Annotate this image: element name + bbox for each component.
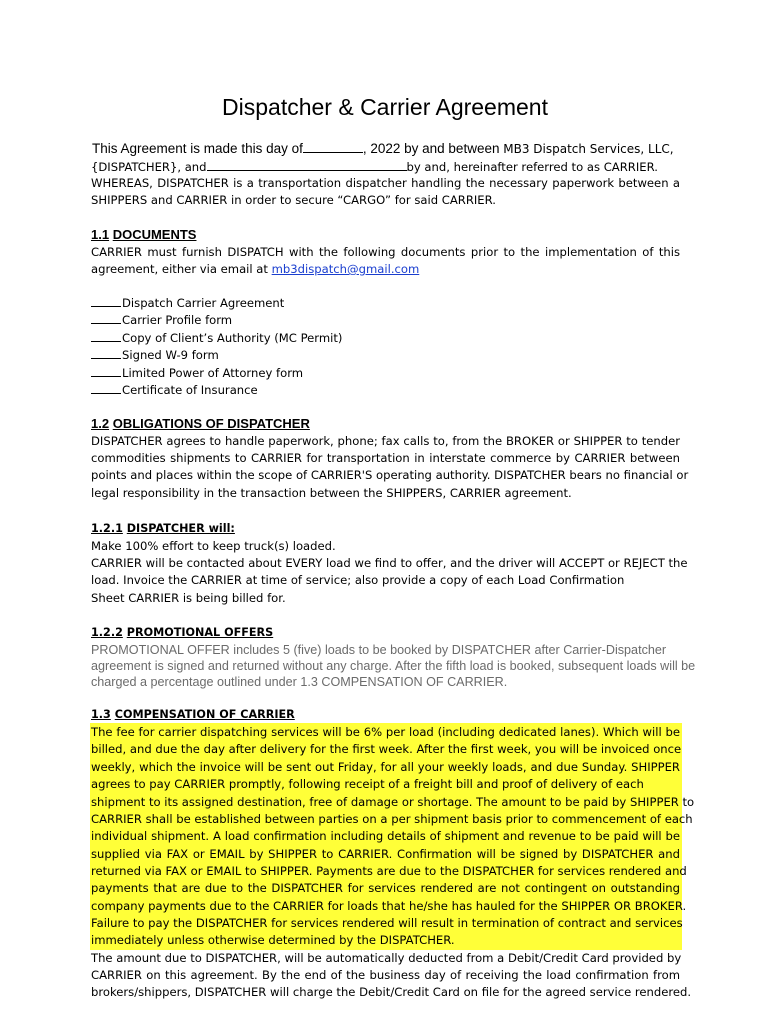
checklist-item-label: Limited Power of Attorney form <box>122 366 304 380</box>
compensation-highlighted-line: returned via FAX or EMAIL to SHIPPER. Payments are due to the DISPATCHER for services rendered and <box>91 864 687 878</box>
compensation-highlighted-line: The fee for carrier dispatching services will be 6% per load (including dedicated lanes). Which will be <box>91 725 680 739</box>
obligations-line: points and places within the scope of CARRIER'S operating authority. DISPATCHER bears no financial or <box>91 468 689 482</box>
checklist-item-label: Carrier Profile form <box>122 313 233 327</box>
section-title: DISPATCHER will: <box>126 522 235 535</box>
section-title: DOCUMENTS <box>112 227 197 242</box>
compensation-line: The amount due to DISPATCHER, will be automatically deducted from a Debit/Credit Card provided by <box>91 951 682 965</box>
checklist-item <box>91 382 680 399</box>
checklist-blank[interactable] <box>91 365 121 377</box>
checklist-item <box>91 295 680 312</box>
checklist-blank[interactable] <box>91 347 121 359</box>
section-documents-heading <box>91 227 196 242</box>
compensation-highlighted-line: company payments due to the CARRIER for loads that he/she has hauled for the SHIPPER OR BROKER. <box>91 899 687 913</box>
checklist-item <box>91 347 680 364</box>
section-title: PROMOTIONAL OFFERS <box>126 626 274 639</box>
date-blank <box>303 140 363 153</box>
checklist-item-label: Certificate of Insurance <box>122 383 258 397</box>
intro-lead-b: , 2022 by and between <box>362 141 500 156</box>
intro-line2-a: {DISPATCHER}, and <box>91 160 207 174</box>
intro-line-4: SHIPPERS and CARRIER in order to secure “CARGO” for said CARRIER. <box>91 193 496 207</box>
intro-line-3: WHEREAS, DISPATCHER is a transportation dispatcher handling the necessary paperwork between a <box>91 176 680 190</box>
compensation-highlighted-line: billed, and due the day after delivery for the first week. After the first week, you will be invoiced once <box>91 742 682 756</box>
compensation-highlighted-line: supplied via FAX or EMAIL by SHIPPER to CARRIER. Confirmation will be signed by DISPATCHER and <box>91 847 680 861</box>
compensation-highlighted-line: payments that are due to the DISPATCHER for services rendered are not contingent on outstanding <box>91 881 680 895</box>
obligations-line: commodities shipments to CARRIER for transportation in interstate commerce by CARRIER between <box>91 451 680 465</box>
compensation-highlighted-line: immediately unless otherwise determined by the DISPATCHER. <box>91 933 455 947</box>
documents-line-2-text: agreement, either via email at <box>91 262 268 276</box>
intro-line-2 <box>91 158 680 176</box>
dispatcher-will-line: CARRIER will be contacted about EVERY load we find to offer, and the driver will ACCEPT or REJECT the <box>91 556 688 570</box>
promotional-line: agreement is signed and returned without any charge. After the fifth load is booked, subsequent loads will be <box>91 659 696 673</box>
intro-line2-b: by and, hereinafter referred to as CARRIER. <box>406 160 658 174</box>
compensation-highlighted-line: individual shipment. A load confirmation including details of shipment and revenue to be paid will be <box>91 829 680 843</box>
section-number: 1.2 <box>91 416 110 431</box>
section-promotional-heading <box>91 626 273 639</box>
dispatcher-will-line: Make 100% effort to keep truck(s) loaded. <box>91 539 336 553</box>
company-name: MB3 Dispatch Services, LLC, <box>503 142 674 156</box>
documents-line-1: CARRIER must furnish DISPATCH with the following documents prior to the implementation of this <box>91 245 680 259</box>
section-number: 1.2.1 <box>91 522 123 535</box>
checklist-item-label: Dispatch Carrier Agreement <box>122 296 285 310</box>
obligations-line: legal responsibility in the transaction between the SHIPPERS, CARRIER agreement. <box>91 486 572 500</box>
promotional-line: PROMOTIONAL OFFER includes 5 (five) loads to be booked by DISPATCHER after Carrier-Dispatcher <box>91 643 667 657</box>
checklist-item-label: Copy of Client’s Authority (MC Permit) <box>122 331 343 345</box>
compensation-highlighted-line: Failure to pay the DISPATCHER for services rendered will result in termination of contract and services <box>91 916 683 930</box>
compensation-highlighted-line: CARRIER shall be established between parties on a per shipment basis prior to commencement of each <box>91 812 693 826</box>
page-title: Dispatcher & Carrier Agreement <box>222 94 548 120</box>
checklist-blank[interactable] <box>91 382 121 394</box>
compensation-highlighted-line: shipment to its assigned destination, free of damage or shortage. The amount to be paid by SHIPPER to <box>91 795 695 809</box>
obligations-line: DISPATCHER agrees to handle paperwork, phone; fax calls to, from the BROKER or SHIPPER to tender <box>91 434 680 448</box>
promotional-line: charged a percentage outlined under 1.3 COMPENSATION OF CARRIER. <box>91 675 508 689</box>
section-compensation-heading <box>91 708 295 721</box>
documents-line-2 <box>91 261 680 278</box>
checklist-item <box>91 312 680 329</box>
checklist-blank[interactable] <box>91 330 121 342</box>
checklist-item <box>91 330 680 347</box>
checklist-blank[interactable] <box>91 295 121 307</box>
dispatcher-will-line: Sheet CARRIER is being billed for. <box>91 591 286 605</box>
dispatcher-will-line: load. Invoice the CARRIER at time of service; also provide a copy of each Load Confirmation <box>91 573 625 587</box>
section-title: OBLIGATIONS OF DISPATCHER <box>112 416 310 431</box>
section-title: COMPENSATION OF CARRIER <box>114 708 295 721</box>
email-link[interactable]: mb3dispatch@gmail.com <box>271 262 420 276</box>
section-number: 1.2.2 <box>91 626 123 639</box>
section-dispatcher-will-heading <box>91 522 235 535</box>
intro-lead-line <box>92 140 674 156</box>
intro-lead-a: This Agreement is made this day of <box>92 141 303 156</box>
compensation-line: brokers/shippers, DISPATCHER will charge the Debit/Credit Card on file for the agreed service rendered. <box>91 985 692 999</box>
compensation-line: CARRIER on this agreement. By the end of the business day of receiving the load confirmation from <box>91 968 680 982</box>
section-number: 1.1 <box>91 227 110 242</box>
compensation-highlighted-line: agrees to pay CARRIER promptly, following receipt of a freight bill and proof of delivery of each <box>91 777 644 791</box>
compensation-highlighted-line: weekly, which the invoice will be sent out Friday, for all your weekly loads, and due Sunday. SHIPPER <box>91 760 680 774</box>
section-obligations-heading <box>91 416 310 431</box>
checklist-item <box>91 365 680 382</box>
checklist-blank[interactable] <box>91 312 121 324</box>
carrier-name-blank <box>207 158 407 171</box>
checklist-item-label: Signed W-9 form <box>122 348 219 362</box>
section-number: 1.3 <box>91 708 111 721</box>
